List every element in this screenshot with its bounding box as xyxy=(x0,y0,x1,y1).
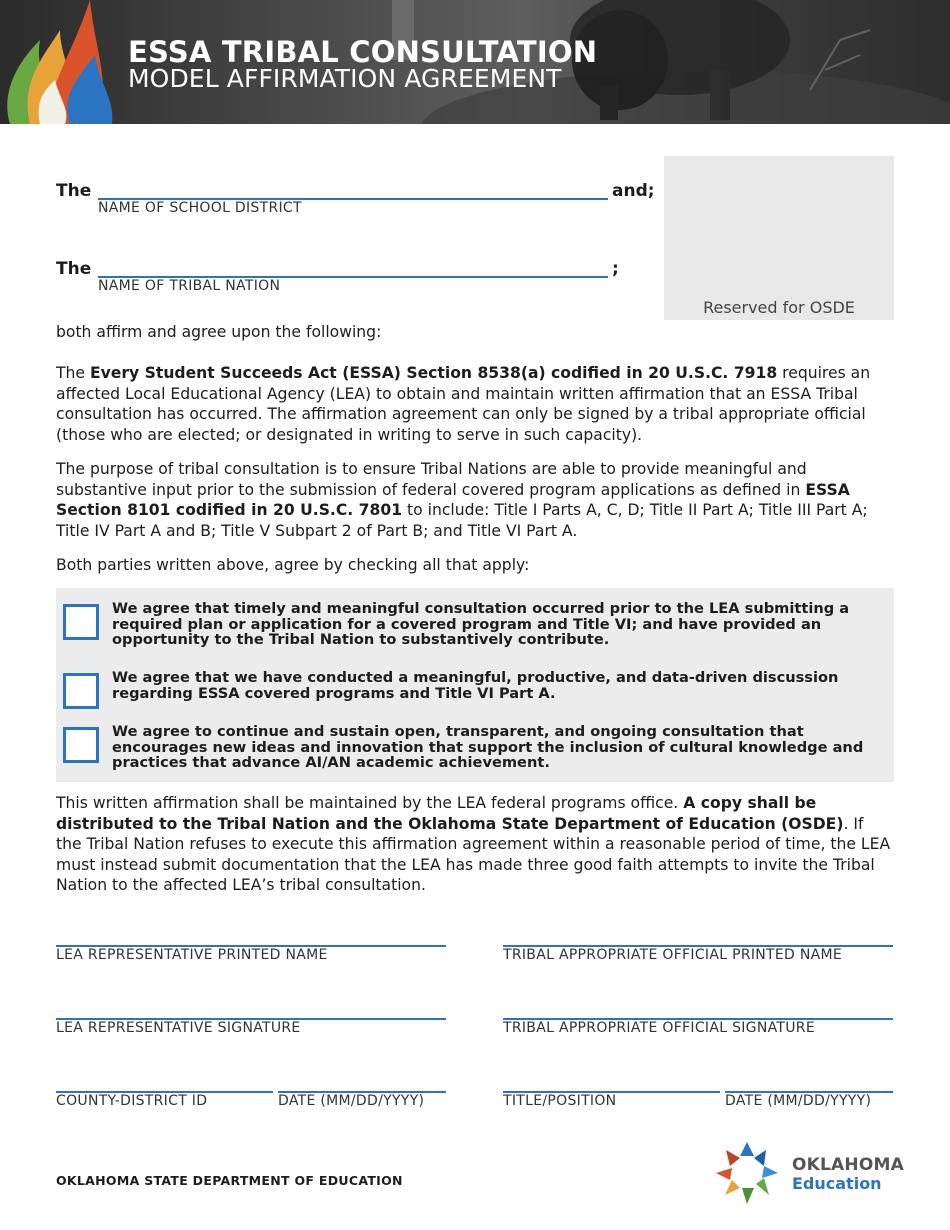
intro-text: both affirm and agree upon the following: xyxy=(56,323,382,341)
agree-text-2: We agree that we have conducted a meaningful, productive, and data-driven discussion regarding ESSA covered programs and Title VI Part A. xyxy=(112,669,839,702)
para1-citation: Every Student Succeeds Act (ESSA) Section 8538(a) codified in 20 U.S.C. 7918 xyxy=(89,364,778,382)
county-district-id-label: COUNTY-DISTRICT ID xyxy=(56,1093,208,1109)
para3-a: This written affirmation shall be maintained by the LEA federal programs office. xyxy=(56,794,684,812)
lea-printed-name-label: LEA REPRESENTATIVE PRINTED NAME xyxy=(56,947,328,963)
reserved-label: Reserved for OSDE xyxy=(703,298,855,317)
paragraph-maintenance xyxy=(56,793,894,896)
para3-bold: A copy shall be distributed to the Tribal Nation and the Oklahoma State Department of Education (OSDE) xyxy=(56,794,844,833)
tribal-printed-name-label: TRIBAL APPROPRIATE OFFICIAL PRINTED NAME xyxy=(503,947,843,963)
party1-suffix: and; xyxy=(612,181,655,201)
header-banner xyxy=(0,0,950,124)
page-title: ESSA TRIBAL CONSULTATION xyxy=(128,35,598,69)
agree-checkbox-2[interactable] xyxy=(63,673,99,709)
logo-text-education: Education xyxy=(792,1174,882,1193)
school-district-caption: NAME OF SCHOOL DISTRICT xyxy=(98,200,302,216)
agree-checkbox-3[interactable] xyxy=(63,727,99,763)
paragraph-essa-8538 xyxy=(56,363,894,445)
para1-c: requires an affected Local Educational Agency (LEA) to obtain and maintain written affirmation that an ESSA Tribal consultation has occurred. The affirmation agreement can only be signed by a tribal appropriate official (those who are elected; or designated in writing to serve in such capacity). xyxy=(56,364,871,444)
footer-organization: OKLAHOMA STATE DEPARTMENT OF EDUCATION xyxy=(56,1173,403,1188)
oklahoma-education-logo-icon xyxy=(714,1140,780,1206)
lea-signature-label: LEA REPRESENTATIVE SIGNATURE xyxy=(56,1020,301,1036)
logo-text-oklahoma: OKLAHOMA xyxy=(792,1155,904,1175)
page-subtitle: MODEL AFFIRMATION AGREEMENT xyxy=(128,64,562,93)
para2-a: The purpose of tribal consultation is to ensure Tribal Nations are able to provide meaningful and substantive input prior to the submission of federal covered program applications as defined in xyxy=(56,460,807,499)
reserved-box xyxy=(664,156,894,320)
party2-suffix: ; xyxy=(612,259,619,279)
para2-citation: ESSA Section 8101 codified in 20 U.S.C. 7801 xyxy=(56,480,850,519)
title-position-label: TITLE/POSITION xyxy=(503,1093,617,1109)
para3-c: . If the Tribal Nation refuses to execute this affirmation agreement within a reasonable period of time, the LEA must instead submit documentation that the LEA has made three good faith attempts to invite the Tribal Nation to the affected LEA’s tribal consultation. xyxy=(56,814,891,894)
lea-date-label: DATE (MM/DD/YYYY) xyxy=(278,1093,425,1109)
agree-checkbox-1[interactable] xyxy=(63,604,99,640)
bison-photo xyxy=(560,0,890,120)
tribal-date-label: DATE (MM/DD/YYYY) xyxy=(725,1093,872,1109)
agree-text-3: We agree to continue and sustain open, transparent, and ongoing consultation that encourages new ideas and innovation that support the inclusion of cultural knowledge and practices that advance AI/AN academic achievement. xyxy=(112,723,864,771)
para1-a: The xyxy=(56,364,90,382)
checkbox-intro: Both parties written above, agree by checking all that apply: xyxy=(56,556,530,574)
tribal-signature-label: TRIBAL APPROPRIATE OFFICIAL SIGNATURE xyxy=(503,1020,815,1036)
agree-text-1: We agree that timely and meaningful consultation occurred prior to the LEA submitting a required plan or application for a covered program and Title VI; and have provided an opportunity to the Tribal Nation to substantively contribute. xyxy=(112,600,850,648)
party1-the: The xyxy=(56,181,92,201)
para2-c: to include: Title I Parts A, C, D; Title II Part A; Title III Part A; Title IV Part A and B; Title V Subpart 2 of Part B; and Title VI Part A. xyxy=(56,501,868,540)
paragraph-purpose xyxy=(56,459,894,541)
flame-logo xyxy=(0,0,120,124)
tribal-nation-caption: NAME OF TRIBAL NATION xyxy=(98,278,281,294)
party2-the: The xyxy=(56,259,92,279)
